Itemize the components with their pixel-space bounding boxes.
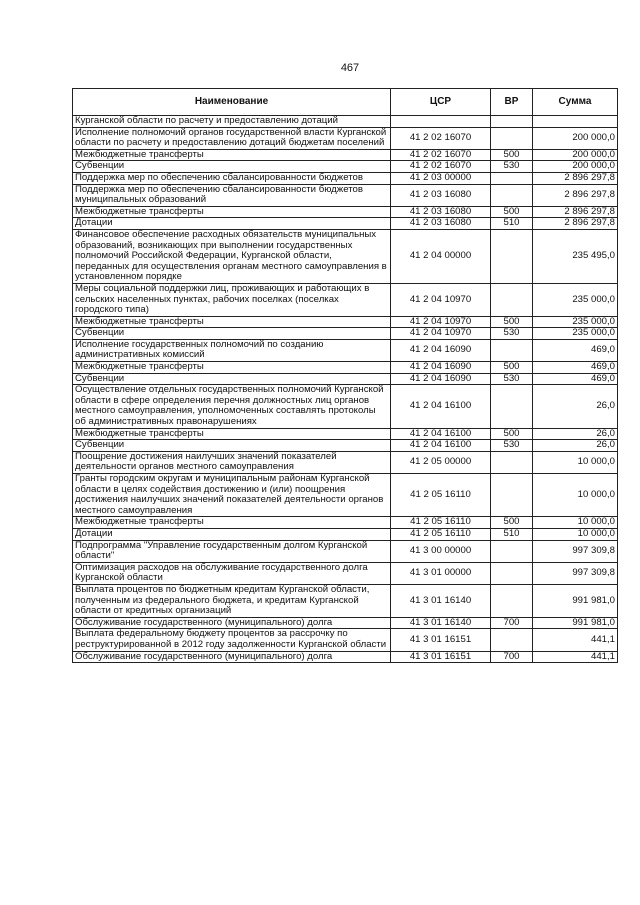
row-csr-cell: 41 2 03 16080 — [391, 218, 491, 230]
row-vr-cell — [491, 385, 533, 428]
row-sum-cell: 26,0 — [533, 440, 618, 452]
row-sum-cell: 235 000,0 — [533, 316, 618, 328]
row-vr-cell: 500 — [491, 428, 533, 440]
row-name-cell: Обслуживание государственного (муниципального) долга — [73, 651, 391, 663]
table-row — [73, 440, 618, 452]
table-row — [73, 373, 618, 385]
row-name-cell: Финансовое обеспечение расходных обязательств муниципальных образований, возникающих при выполнении государственных полномочий Российской Федерации, Курганской области, переданных для осуществления органам местного самоуправления в установленном порядке — [73, 229, 391, 283]
row-csr-cell: 41 2 03 00000 — [391, 172, 491, 184]
row-csr-cell: 41 3 01 16151 — [391, 629, 491, 651]
table-row — [73, 229, 618, 283]
row-name-cell: Выплата процентов по бюджетным кредитам Курганской области, полученным из федерального бюджета, и кредитам Курганской области от кредитных организаций — [73, 584, 391, 617]
header-sum: Сумма — [533, 89, 618, 116]
row-sum-cell: 200 000,0 — [533, 127, 618, 149]
table-row — [73, 149, 618, 161]
row-name-cell: Дотации — [73, 528, 391, 540]
row-vr-cell — [491, 629, 533, 651]
row-vr-cell: 530 — [491, 373, 533, 385]
row-csr-cell: 41 2 02 16070 — [391, 127, 491, 149]
row-name-cell: Выплата федеральному бюджету процентов за рассрочку по реструктурированной в 2012 году задолженности Курганской области — [73, 629, 391, 651]
row-csr-cell: 41 3 01 16140 — [391, 617, 491, 629]
table-row — [73, 339, 618, 361]
row-vr-cell: 500 — [491, 149, 533, 161]
row-vr-cell — [491, 339, 533, 361]
budget-table — [72, 88, 618, 663]
row-name-cell: Подпрограмма "Управление государственным долгом Курганской области" — [73, 540, 391, 562]
table-row — [73, 629, 618, 651]
row-vr-cell — [491, 172, 533, 184]
row-name-cell: Меры социальной поддержки лиц, проживающих и работающих в сельских населенных пунктах, рабочих поселках (поселках городского типа) — [73, 283, 391, 316]
row-name-cell: Субвенции — [73, 440, 391, 452]
row-sum-cell: 235 000,0 — [533, 328, 618, 340]
table-row — [73, 474, 618, 517]
row-csr-cell: 41 2 02 16070 — [391, 149, 491, 161]
row-vr-cell: 500 — [491, 206, 533, 218]
row-vr-cell: 500 — [491, 316, 533, 328]
row-vr-cell: 530 — [491, 440, 533, 452]
row-sum-cell: 991 981,0 — [533, 617, 618, 629]
table-row — [73, 127, 618, 149]
table-row — [73, 218, 618, 230]
table-row — [73, 584, 618, 617]
row-name-cell: Межбюджетные трансферты — [73, 206, 391, 218]
row-csr-cell: 41 2 05 16110 — [391, 474, 491, 517]
row-name-cell: Обслуживание государственного (муниципального) долга — [73, 617, 391, 629]
table-row — [73, 184, 618, 206]
row-vr-cell: 500 — [491, 517, 533, 529]
row-csr-cell: 41 2 05 16110 — [391, 528, 491, 540]
row-sum-cell: 469,0 — [533, 373, 618, 385]
row-sum-cell: 2 896 297,8 — [533, 218, 618, 230]
row-name-cell: Курганской области по расчету и предоставлению дотаций — [73, 116, 391, 128]
row-vr-cell — [491, 283, 533, 316]
page-number: 467 — [340, 62, 360, 74]
row-sum-cell: 26,0 — [533, 385, 618, 428]
row-vr-cell: 530 — [491, 161, 533, 173]
row-vr-cell: 510 — [491, 218, 533, 230]
row-sum-cell: 2 896 297,8 — [533, 206, 618, 218]
row-name-cell: Исполнение государственных полномочий по созданию административных комиссий — [73, 339, 391, 361]
row-vr-cell: 700 — [491, 617, 533, 629]
row-name-cell: Дотации — [73, 218, 391, 230]
row-name-cell: Гранты городским округам и муниципальным районам Курганской области в целях содействия достижению и (или) поощрения достижения наилучших значений показателей деятельности органов местного самоуправления — [73, 474, 391, 517]
row-name-cell: Поощрение достижения наилучших значений показателей деятельности органов местного самоуправления — [73, 451, 391, 473]
table-row — [73, 651, 618, 663]
row-sum-cell: 997 309,8 — [533, 540, 618, 562]
table-row — [73, 161, 618, 173]
row-sum-cell: 991 981,0 — [533, 584, 618, 617]
table-row — [73, 385, 618, 428]
row-csr-cell: 41 2 04 16090 — [391, 373, 491, 385]
row-csr-cell — [391, 116, 491, 128]
row-sum-cell: 235 000,0 — [533, 283, 618, 316]
row-csr-cell: 41 2 04 10970 — [391, 283, 491, 316]
row-vr-cell — [491, 229, 533, 283]
row-name-cell: Межбюджетные трансферты — [73, 517, 391, 529]
table-row — [73, 206, 618, 218]
table-row — [73, 451, 618, 473]
row-vr-cell — [491, 451, 533, 473]
row-vr-cell — [491, 127, 533, 149]
row-sum-cell: 26,0 — [533, 428, 618, 440]
row-vr-cell: 700 — [491, 651, 533, 663]
row-sum-cell: 997 309,8 — [533, 562, 618, 584]
row-sum-cell: 441,1 — [533, 629, 618, 651]
row-csr-cell: 41 2 04 16090 — [391, 339, 491, 361]
table-body — [73, 116, 618, 663]
row-sum-cell: 469,0 — [533, 362, 618, 374]
row-name-cell: Субвенции — [73, 161, 391, 173]
table-row — [73, 362, 618, 374]
row-csr-cell: 41 2 04 10970 — [391, 328, 491, 340]
header-csr: ЦСР — [391, 89, 491, 116]
row-csr-cell: 41 2 03 16080 — [391, 206, 491, 218]
row-csr-cell: 41 2 04 00000 — [391, 229, 491, 283]
row-csr-cell: 41 2 03 16080 — [391, 184, 491, 206]
row-csr-cell: 41 2 04 16090 — [391, 362, 491, 374]
row-vr-cell — [491, 116, 533, 128]
row-csr-cell: 41 2 05 00000 — [391, 451, 491, 473]
row-sum-cell: 10 000,0 — [533, 528, 618, 540]
row-vr-cell — [491, 562, 533, 584]
row-vr-cell — [491, 540, 533, 562]
row-csr-cell: 41 3 01 00000 — [391, 562, 491, 584]
row-name-cell: Субвенции — [73, 373, 391, 385]
table-row — [73, 328, 618, 340]
header-vr: ВР — [491, 89, 533, 116]
row-sum-cell: 2 896 297,8 — [533, 172, 618, 184]
row-name-cell: Оптимизация расходов на обслуживание государственного долга Курганской области — [73, 562, 391, 584]
row-sum-cell: 235 495,0 — [533, 229, 618, 283]
row-name-cell: Поддержка мер по обеспечению сбалансированности бюджетов — [73, 172, 391, 184]
table-row — [73, 316, 618, 328]
row-sum-cell: 200 000,0 — [533, 149, 618, 161]
row-name-cell: Межбюджетные трансферты — [73, 316, 391, 328]
row-csr-cell: 41 3 01 16140 — [391, 584, 491, 617]
row-vr-cell: 530 — [491, 328, 533, 340]
row-sum-cell: 441,1 — [533, 651, 618, 663]
row-vr-cell — [491, 584, 533, 617]
row-sum-cell: 10 000,0 — [533, 451, 618, 473]
row-vr-cell — [491, 184, 533, 206]
row-vr-cell: 500 — [491, 362, 533, 374]
table-row — [73, 540, 618, 562]
row-sum-cell: 200 000,0 — [533, 161, 618, 173]
row-name-cell: Межбюджетные трансферты — [73, 362, 391, 374]
row-csr-cell: 41 2 04 16100 — [391, 385, 491, 428]
header-name: Наименование — [73, 89, 391, 116]
table-row — [73, 283, 618, 316]
row-csr-cell: 41 2 02 16070 — [391, 161, 491, 173]
row-sum-cell: 2 896 297,8 — [533, 184, 618, 206]
row-csr-cell: 41 2 04 10970 — [391, 316, 491, 328]
table-row — [73, 517, 618, 529]
row-name-cell: Межбюджетные трансферты — [73, 149, 391, 161]
row-name-cell: Субвенции — [73, 328, 391, 340]
table-row — [73, 172, 618, 184]
row-name-cell: Межбюджетные трансферты — [73, 428, 391, 440]
row-vr-cell — [491, 474, 533, 517]
row-name-cell: Исполнение полномочий органов государственной власти Курганской области по расчету и предоставлению дотаций бюджетам поселений — [73, 127, 391, 149]
table-row — [73, 428, 618, 440]
table-row — [73, 562, 618, 584]
row-csr-cell: 41 2 05 16110 — [391, 517, 491, 529]
table-row — [73, 528, 618, 540]
row-sum-cell: 10 000,0 — [533, 517, 618, 529]
row-sum-cell: 10 000,0 — [533, 474, 618, 517]
row-csr-cell: 41 3 01 16151 — [391, 651, 491, 663]
row-sum-cell: 469,0 — [533, 339, 618, 361]
row-name-cell: Поддержка мер по обеспечению сбалансированности бюджетов муниципальных образований — [73, 184, 391, 206]
table-row — [73, 116, 618, 128]
row-csr-cell: 41 2 04 16100 — [391, 440, 491, 452]
row-csr-cell: 41 2 04 16100 — [391, 428, 491, 440]
row-vr-cell: 510 — [491, 528, 533, 540]
row-sum-cell — [533, 116, 618, 128]
row-name-cell: Осуществление отдельных государственных полномочий Курганской области в сфере определения перечня должностных лиц органов местного самоуправления, уполномоченных составлять протоколы об административных правонарушениях — [73, 385, 391, 428]
table-row — [73, 617, 618, 629]
row-csr-cell: 41 3 00 00000 — [391, 540, 491, 562]
table-header-row — [73, 89, 618, 116]
